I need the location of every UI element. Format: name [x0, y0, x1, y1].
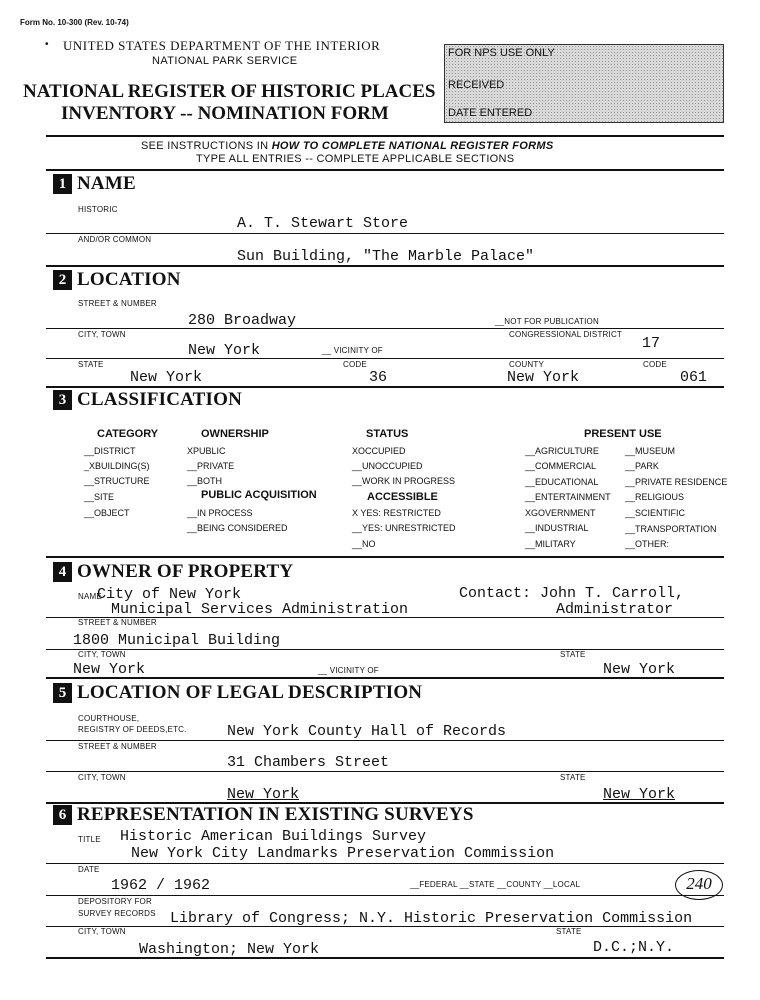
survey-city-label: CITY, TOWN [78, 927, 126, 936]
ownership-heading: OWNERSHIP [201, 428, 269, 440]
rule [46, 169, 724, 171]
status-option[interactable]: XOCCUPIED [352, 446, 406, 456]
section-2-number: 2 [53, 270, 72, 290]
form-title-line2: INVENTORY -- NOMINATION FORM [61, 103, 389, 124]
owner-vicinity-label: __ VICINITY OF [318, 666, 379, 675]
present-use-heading: PRESENT USE [584, 428, 662, 440]
owner-name[interactable]: City of New York [97, 586, 242, 603]
owner-name-line2[interactable]: Municipal Services Administration [111, 601, 409, 618]
section-2-title: LOCATION [77, 269, 181, 290]
present-use-option[interactable]: XGOVERNMENT [525, 508, 596, 518]
rule [46, 358, 724, 359]
historic-name[interactable]: A. T. Stewart Store [237, 215, 409, 232]
rule [46, 556, 724, 558]
legal-street[interactable]: 31 Chambers Street [227, 754, 390, 771]
depository-label: DEPOSITORY FOR [78, 897, 152, 906]
owner-street-label: STREET & NUMBER [78, 618, 157, 627]
city[interactable]: New York [188, 342, 261, 359]
street-address[interactable]: 280 Broadway [188, 312, 297, 329]
section-5-number: 5 [53, 683, 72, 703]
survey-title[interactable]: Historic American Buildings Survey [120, 828, 427, 845]
owner-state[interactable]: New York [603, 661, 676, 678]
state-code-label: CODE [343, 360, 367, 369]
present-use-option[interactable]: __PARK [625, 461, 659, 471]
historic-label: HISTORIC [78, 205, 118, 214]
present-use-option[interactable]: __MILITARY [525, 539, 576, 549]
depository[interactable]: Library of Congress; N.Y. Historic Preservation Commission [170, 910, 693, 927]
legal-city[interactable]: New York [227, 786, 300, 803]
category-heading: CATEGORY [97, 428, 159, 440]
present-use-option[interactable]: __ENTERTAINMENT [525, 492, 611, 502]
survey-state-label: STATE [556, 927, 582, 936]
rule [46, 328, 724, 329]
status-heading: STATUS [366, 428, 409, 440]
form-number: Form No. 10-300 (Rev. 10-74) [20, 18, 129, 27]
section-6-title: REPRESENTATION IN EXISTING SURVEYS [77, 804, 474, 825]
owner-contact[interactable]: Contact: John T. Carroll, [459, 585, 685, 602]
survey-state[interactable]: D.C.;N.Y. [593, 939, 675, 956]
common-name[interactable]: Sun Building, "The Marble Palace" [237, 248, 535, 265]
rule [46, 649, 724, 650]
rule [46, 135, 724, 137]
rule [46, 895, 724, 896]
survey-level-options[interactable]: __FEDERAL __STATE __COUNTY __LOCAL [410, 880, 581, 889]
instructions-prefix: SEE INSTRUCTIONS IN [141, 140, 272, 152]
present-use-option[interactable]: __TRANSPORTATION [625, 524, 717, 534]
status-option[interactable]: __WORK IN PROGRESS [352, 476, 456, 486]
ownership-option[interactable]: __BOTH [187, 476, 223, 486]
category-option[interactable]: __OBJECT [84, 508, 130, 518]
present-use-option[interactable]: __MUSEUM [625, 446, 676, 456]
nps-use-box [444, 44, 724, 123]
instructions-line2: TYPE ALL ENTRIES -- COMPLETE APPLICABLE SECTIONS [196, 153, 515, 165]
nps-use-label: FOR NPS USE ONLY [448, 47, 555, 59]
present-use-option[interactable]: __COMMERCIAL [525, 461, 597, 471]
city-label: CITY, TOWN [78, 330, 126, 339]
county-code-label: CODE [643, 360, 667, 369]
instructions-guide-title: HOW TO COMPLETE NATIONAL REGISTER FORMS [271, 140, 554, 152]
present-use-option[interactable]: __AGRICULTURE [525, 446, 599, 456]
state-code[interactable]: 36 [369, 369, 388, 386]
status-option[interactable]: __UNOCCUPIED [352, 461, 423, 471]
section-1-number: 1 [53, 174, 72, 194]
survey-title-line2[interactable]: New York City Landmarks Preservation Commission [131, 845, 555, 862]
present-use-option[interactable]: __RELIGIOUS [625, 492, 685, 502]
handwritten-stamp: 240 [675, 870, 723, 900]
present-use-option[interactable]: __EDUCATIONAL [525, 477, 599, 487]
present-use-option[interactable]: __INDUSTRIAL [525, 523, 589, 533]
congressional-district-label: CONGRESSIONAL DISTRICT [509, 330, 623, 339]
department-name: UNITED STATES DEPARTMENT OF THE INTERIOR [63, 38, 381, 53]
section-3-number: 3 [53, 390, 72, 410]
public-acquisition-heading: PUBLIC ACQUISITION [201, 489, 317, 501]
owner-city[interactable]: New York [73, 661, 146, 678]
survey-city[interactable]: Washington; New York [139, 941, 320, 958]
category-option[interactable]: _XBUILDING(S) [84, 461, 150, 471]
courthouse[interactable]: New York County Hall of Records [227, 723, 507, 740]
accessible-option[interactable]: __YES: UNRESTRICTED [352, 523, 456, 533]
section-5-title: LOCATION OF LEGAL DESCRIPTION [77, 682, 423, 703]
bullet-mark: • [45, 39, 49, 50]
not-for-publication: __NOT FOR PUBLICATION [495, 317, 599, 326]
section-3-title: CLASSIFICATION [77, 389, 243, 410]
present-use-option[interactable]: __SCIENTIFIC [625, 508, 686, 518]
section-1-title: NAME [77, 173, 136, 194]
rule [46, 233, 724, 234]
street-label: STREET & NUMBER [78, 299, 157, 308]
rule [46, 771, 724, 772]
ownership-option[interactable]: __PRIVATE [187, 461, 235, 471]
owner-contact-title[interactable]: Administrator [556, 601, 674, 618]
survey-date[interactable]: 1962 / 1962 [111, 877, 211, 894]
rule [46, 265, 724, 267]
legal-state[interactable]: New York [603, 786, 676, 803]
county-code[interactable]: 061 [680, 369, 708, 386]
registry-label: REGISTRY OF DEEDS,ETC. [78, 725, 187, 734]
state[interactable]: New York [130, 369, 203, 386]
instructions-line1 [141, 140, 554, 152]
legal-street-label: STREET & NUMBER [78, 742, 157, 751]
state-label: STATE [78, 360, 104, 369]
survey-records-label: SURVEY RECORDS [78, 909, 156, 918]
service-name: NATIONAL PARK SERVICE [152, 55, 298, 67]
legal-city-label: CITY, TOWN [78, 773, 126, 782]
section-4-number: 4 [53, 562, 72, 582]
owner-name-label: NAME [78, 592, 102, 601]
form-title-line1: NATIONAL REGISTER OF HISTORIC PLACES [23, 81, 436, 102]
present-use-option[interactable]: __PRIVATE RESIDENCE [625, 477, 728, 487]
rule [46, 957, 724, 959]
accessible-option[interactable]: X YES: RESTRICTED [352, 508, 441, 518]
date-entered-label: DATE ENTERED [448, 107, 533, 119]
owner-street[interactable]: 1800 Municipal Building [73, 632, 281, 649]
county[interactable]: New York [507, 369, 580, 386]
category-option[interactable]: __STRUCTURE [84, 476, 150, 486]
rule [46, 863, 724, 864]
rule [46, 386, 724, 388]
accessible-option[interactable]: __NO [352, 539, 376, 549]
survey-title-label: TITLE [78, 835, 101, 844]
owner-state-label: STATE [560, 650, 586, 659]
congressional-district[interactable]: 17 [642, 335, 661, 352]
common-label: AND/OR COMMON [78, 235, 152, 244]
public-acquisition-option[interactable]: __BEING CONSIDERED [187, 523, 288, 533]
public-acquisition-option[interactable]: __IN PROCESS [187, 508, 253, 518]
accessible-heading: ACCESSIBLE [367, 491, 438, 503]
county-label: COUNTY [509, 360, 544, 369]
courthouse-label: COURTHOUSE, [78, 714, 140, 723]
present-use-option[interactable]: __OTHER: [625, 539, 670, 549]
category-option[interactable]: __DISTRICT [84, 446, 136, 456]
survey-date-label: DATE [78, 865, 100, 874]
section-6-number: 6 [53, 805, 72, 825]
rule [46, 677, 724, 679]
section-4-title: OWNER OF PROPERTY [77, 561, 294, 582]
rule [46, 740, 724, 741]
rule [46, 926, 724, 927]
owner-city-label: CITY, TOWN [78, 650, 126, 659]
category-option[interactable]: __SITE [84, 492, 115, 502]
legal-state-label: STATE [560, 773, 586, 782]
vicinity-label: __ VICINITY OF [322, 346, 383, 355]
ownership-option[interactable]: XPUBLIC [187, 446, 226, 456]
received-label: RECEIVED [448, 79, 505, 91]
